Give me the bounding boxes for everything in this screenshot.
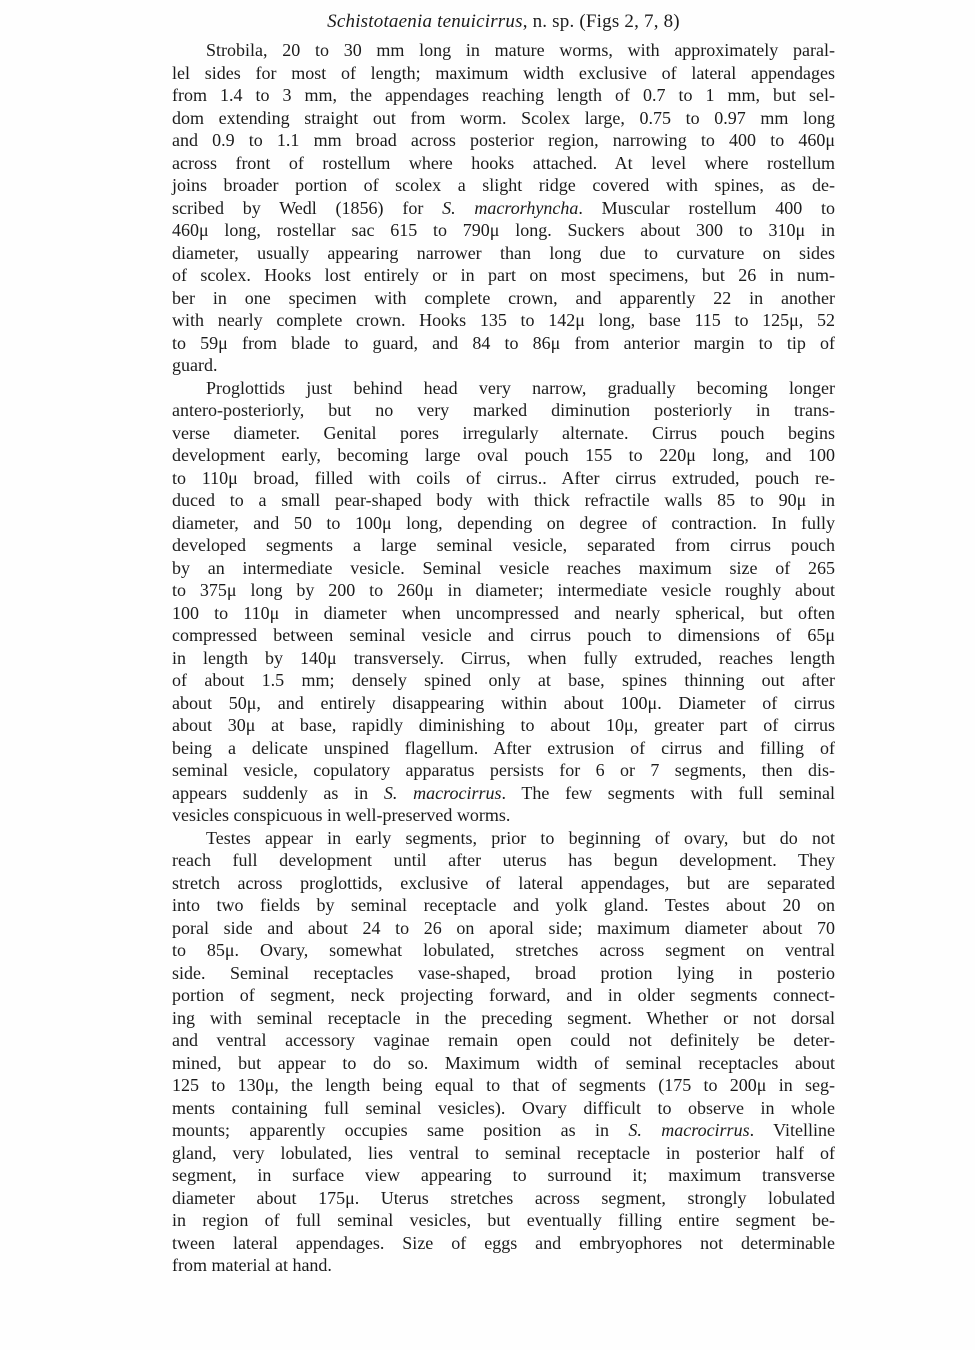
text-segment: compressed between seminal vesicle and cirrus pouch to dimensions of 65μ xyxy=(172,625,835,645)
section-title xyxy=(172,10,835,34)
text-line xyxy=(172,962,835,985)
species-name: S. macrorhyncha xyxy=(442,197,579,218)
text-line xyxy=(172,1097,835,1120)
text-segment: and 0.9 to 1.1 mm broad across posterior region, narrowing to 400 to 460μ xyxy=(172,130,835,150)
text-line xyxy=(172,624,835,647)
text-line xyxy=(172,737,835,760)
text-line xyxy=(172,377,835,400)
text-segment: about 50μ, and entirely disappearing within about 100μ. Diameter of cirrus xyxy=(172,692,835,713)
paragraph xyxy=(172,827,835,1277)
text-segment: developed segments a large seminal vesicle, separated from cirrus pouch xyxy=(172,535,835,555)
text-segment: of scolex. Hooks lost entirely or in part on most specimens, but 26 in num- xyxy=(172,265,835,285)
text-line xyxy=(172,129,835,152)
text-line xyxy=(172,512,835,535)
text-column xyxy=(172,10,835,1277)
text-line xyxy=(172,489,835,512)
text-line xyxy=(172,287,835,310)
text-line xyxy=(172,534,835,557)
text-line xyxy=(172,894,835,917)
text-segment: seminal vesicle, copulatory apparatus persists for 6 or 7 segments, then dis- xyxy=(172,760,835,780)
text-line xyxy=(172,354,835,377)
text-segment: with nearly complete crown. Hooks 135 to 142μ long, base 115 to 125μ, 52 xyxy=(172,310,835,330)
text-line xyxy=(172,984,835,1007)
text-segment: portion of segment, neck projecting forward, and in older segments connect- xyxy=(172,985,835,1005)
text-segment: 100 to 110μ in diameter when uncompressed and nearly spherical, but often xyxy=(172,602,835,623)
text-line xyxy=(172,174,835,197)
text-line xyxy=(172,219,835,242)
text-segment: across front of rostellum where hooks attached. At level where rostellum xyxy=(172,152,835,173)
text-segment: side. Seminal receptacles vase-shaped, broad protion lying in posterio xyxy=(172,962,835,983)
text-segment: ments containing full seminal vesicles). Ovary difficult to observe in whole xyxy=(172,1097,835,1118)
text-line xyxy=(172,1254,835,1277)
text-segment: appears suddenly as in xyxy=(172,782,384,803)
paragraph xyxy=(172,39,835,377)
text-line xyxy=(172,309,835,332)
text-line xyxy=(172,197,835,220)
text-line xyxy=(172,84,835,107)
text-line xyxy=(172,849,835,872)
text-line xyxy=(172,242,835,265)
text-segment: to 110μ broad, filled with coils of cirrus.. After cirrus extruded, pouch re- xyxy=(172,467,835,488)
text-line xyxy=(172,1232,835,1255)
text-line xyxy=(172,1187,835,1210)
text-segment: mined, but appear to do so. Maximum width of seminal receptacles about xyxy=(172,1052,835,1073)
text-segment: in length by 140μ transversely. Cirrus, when fully extruded, reaches length xyxy=(172,647,835,668)
text-segment: to 375μ long by 200 to 260μ in diameter; intermediate vesicle roughly about xyxy=(172,580,835,600)
text-segment: gland, very lobulated, lies ventral to seminal receptacle in posterior half of xyxy=(172,1142,835,1163)
text-line xyxy=(172,647,835,670)
text-line xyxy=(172,444,835,467)
text-segment: . Vitelline xyxy=(749,1120,836,1140)
text-segment: antero-posteriorly, but no very marked diminution posteriorly in trans- xyxy=(172,400,835,420)
text-segment: duced to a small pear-shaped body with thick refractile walls 85 to 90μ in xyxy=(172,490,835,510)
text-line xyxy=(172,107,835,130)
text-line xyxy=(172,602,835,625)
text-segment: lel sides for most of length; maximum width exclusive of lateral appendages xyxy=(172,62,835,83)
text-segment: guard. xyxy=(172,355,218,375)
text-line xyxy=(172,332,835,355)
text-line xyxy=(172,467,835,490)
text-line xyxy=(172,399,835,422)
text-segment: ing with seminal receptacle in the preceding segment. Whether or not dorsal xyxy=(172,1007,835,1028)
text-line xyxy=(172,669,835,692)
text-segment: by an intermediate vesicle. Seminal vesicle reaches maximum size of 265 xyxy=(172,557,835,578)
text-line xyxy=(172,714,835,737)
text-segment: verse diameter. Genital pores irregularly alternate. Cirrus pouch begins xyxy=(172,422,835,443)
text-line xyxy=(172,264,835,287)
text-segment: diameter, and 50 to 100μ long, depending on degree of contraction. In fully xyxy=(172,512,835,533)
text-line xyxy=(172,1052,835,1075)
text-line xyxy=(172,152,835,175)
text-line xyxy=(172,917,835,940)
body-text xyxy=(172,39,835,1277)
text-line xyxy=(172,1142,835,1165)
text-segment: poral side and about 24 to 26 on aporal side; maximum diameter about 70 xyxy=(172,917,835,938)
text-line xyxy=(172,39,835,62)
text-line xyxy=(172,62,835,85)
text-segment: and ventral accessory vaginae remain open could not definitely be deter- xyxy=(172,1030,835,1050)
text-segment: Strobila, 20 to 30 mm long in mature worms, with approximately paral- xyxy=(206,40,835,60)
text-line xyxy=(172,804,835,827)
text-line xyxy=(172,939,835,962)
text-segment: 125 to 130μ, the length being equal to that of segments (175 to 200μ in seg- xyxy=(172,1075,835,1095)
species-name: Schistotaenia tenuicirrus xyxy=(327,11,523,32)
species-name: S. macrocirrus xyxy=(383,782,502,803)
text-segment: development early, becoming large oval pouch 155 to 220μ long, and 100 xyxy=(172,445,835,465)
text-segment: reach full development until after uterus has begun development. They xyxy=(172,850,835,870)
text-line xyxy=(172,759,835,782)
text-line xyxy=(172,1119,835,1142)
text-segment: . The few segments with full seminal xyxy=(501,782,835,803)
text-line xyxy=(172,1164,835,1187)
species-name: S. macrocirrus xyxy=(628,1120,750,1140)
text-segment: about 30μ at base, rapidly diminishing to about 10μ, greater part of cirrus xyxy=(172,715,835,735)
text-segment: joins broader portion of scolex a slight ridge covered with spines, as de- xyxy=(172,175,835,195)
text-line xyxy=(172,422,835,445)
text-segment: segment, in surface view appearing to surround it; maximum transverse xyxy=(172,1165,835,1185)
text-segment: Testes appear in early segments, prior to beginning of ovary, but do not xyxy=(206,827,835,848)
text-segment: dom extending straight out from worm. Scolex large, 0.75 to 0.97 mm long xyxy=(172,107,835,128)
text-segment: being a delicate unspined flagellum. After extrusion of cirrus and filling of xyxy=(172,737,835,758)
title-rest: , n. sp. (Figs 2, 7, 8) xyxy=(522,11,680,32)
text-line xyxy=(172,579,835,602)
text-segment: ber in one specimen with complete crown, and apparently 22 in another xyxy=(172,287,835,308)
paragraph xyxy=(172,377,835,827)
text-line xyxy=(172,782,835,805)
text-line xyxy=(172,1029,835,1052)
text-segment: Proglottids just behind head very narrow, gradually becoming longer xyxy=(206,377,835,398)
text-segment: vesicles conspicuous in well-preserved worms. xyxy=(172,805,511,825)
text-segment: tween lateral appendages. Size of eggs and embryophores not determinable xyxy=(172,1232,835,1253)
text-segment: from 1.4 to 3 mm, the appendages reaching length of 0.7 to 1 mm, but sel- xyxy=(172,85,835,105)
text-segment: of about 1.5 mm; densely spined only at base, spines thinning out after xyxy=(172,670,835,690)
text-segment: diameter, usually appearing narrower than long due to curvature on sides xyxy=(172,242,835,263)
text-segment: from material at hand. xyxy=(172,1255,332,1275)
text-segment: scribed by Wedl (1856) for xyxy=(172,197,443,218)
text-line xyxy=(172,692,835,715)
text-segment: to 85μ. Ovary, somewhat lobulated, stretches across segment on ventral xyxy=(172,940,835,960)
text-segment: in region of full seminal vesicles, but eventually filling entire segment be- xyxy=(172,1210,835,1230)
text-segment: stretch across proglottids, exclusive of lateral appendages, but are separated xyxy=(172,872,835,893)
text-segment: mounts; apparently occupies same position as in xyxy=(172,1120,629,1140)
text-segment: to 59μ from blade to guard, and 84 to 86μ from anterior margin to tip of xyxy=(172,332,835,353)
text-segment: diameter about 175μ. Uterus stretches across segment, strongly lobulated xyxy=(172,1187,835,1208)
text-segment: into two fields by seminal receptacle and yolk gland. Testes about 20 on xyxy=(172,895,835,915)
text-line xyxy=(172,1007,835,1030)
text-line xyxy=(172,557,835,580)
text-line xyxy=(172,872,835,895)
text-line xyxy=(172,827,835,850)
text-segment: . Muscular rostellum 400 to xyxy=(578,197,836,218)
text-line xyxy=(172,1074,835,1097)
text-line xyxy=(172,1209,835,1232)
text-segment: 460μ long, rostellar sac 615 to 790μ long. Suckers about 300 to 310μ in xyxy=(172,220,835,240)
